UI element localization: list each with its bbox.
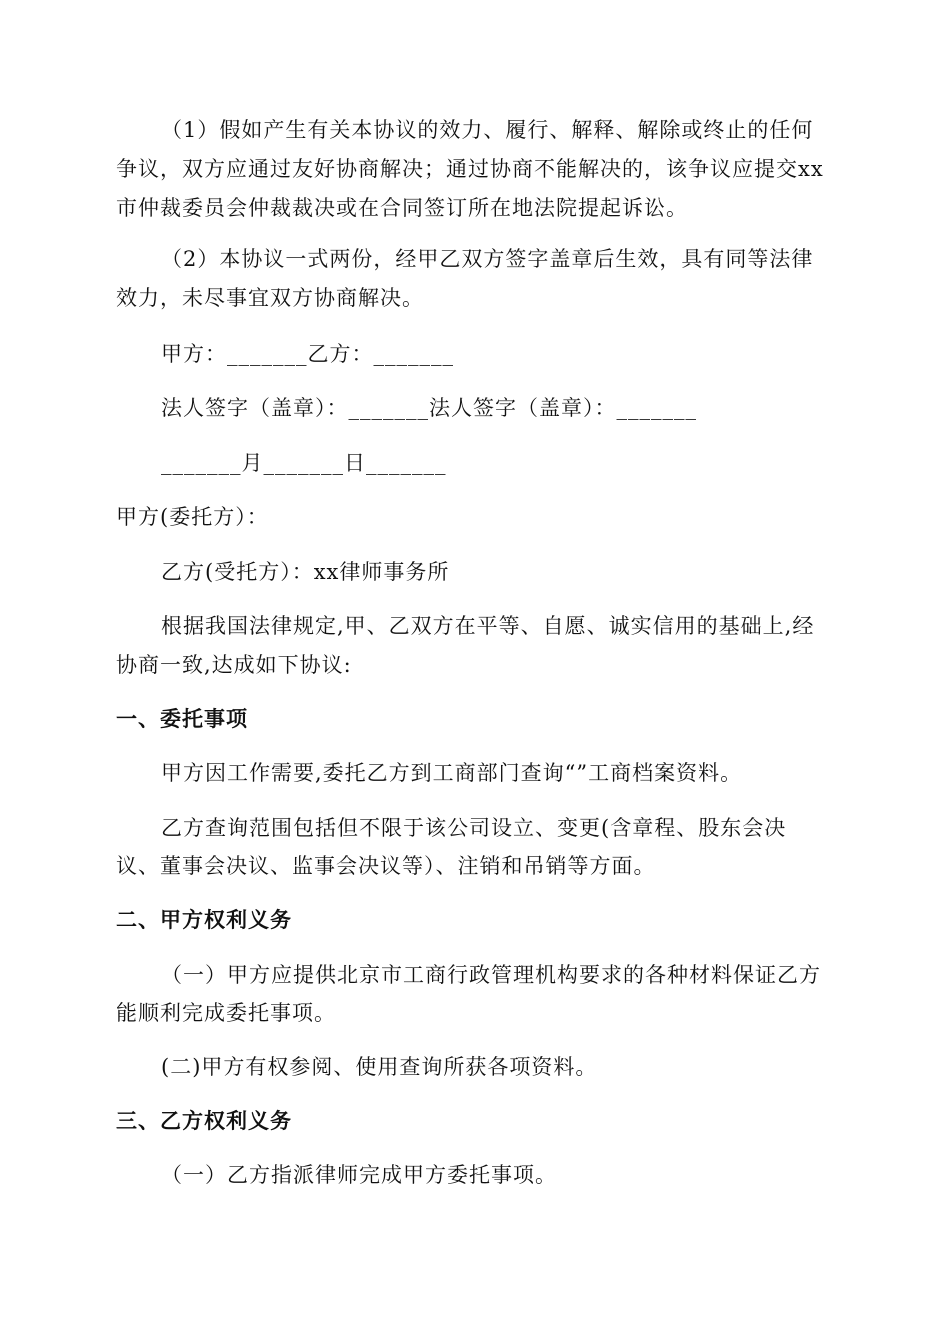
party-b-line: 乙方(受托方）：xx律师事务所 [161, 560, 450, 584]
paragraph-line: （一）甲方应提供北京市工商行政管理机构要求的各种材料保证乙方 [161, 963, 821, 987]
date-line: _______月_______日_______ [161, 451, 447, 475]
signature-line: 法人签字（盖章）：_______法人签字（盖章）：_______ [161, 396, 697, 420]
section-heading: 一、委托事项 [116, 706, 248, 731]
paragraph-line: 市仲裁委员会仲裁裁决或在合同签订所在地法院提起诉讼。 [116, 196, 688, 220]
signature-line: 甲方：_______乙方：_______ [161, 342, 454, 366]
paragraph-line: (二)甲方有权参阅、使用查询所获各项资料。 [161, 1055, 598, 1079]
paragraph-line: 效力，未尽事宜双方协商解决。 [116, 286, 424, 310]
paragraph-line: 根据我国法律规定,甲、乙双方在平等、自愿、诚实信用的基础上,经 [161, 614, 815, 638]
paragraph-line: （1）假如产生有关本协议的效力、履行、解释、解除或终止的任何 [161, 118, 814, 142]
paragraph-line: 能顺利完成委托事项。 [116, 1001, 336, 1025]
paragraph-line: 争议，双方应通过友好协商解决；通过协商不能解决的，该争议应提交xx [116, 157, 824, 181]
paragraph-line: （一）乙方指派律师完成甲方委托事项。 [161, 1163, 557, 1187]
paragraph-line: 乙方查询范围包括但不限于该公司设立、变更(含章程、股东会决 [161, 816, 787, 840]
party-a-line: 甲方(委托方）： [116, 505, 269, 529]
paragraph-line: （2）本协议一式两份，经甲乙双方签字盖章后生效，具有同等法律 [161, 247, 814, 271]
paragraph-line: 甲方因工作需要,委托乙方到工商部门查询“”工商档案资料。 [161, 761, 743, 785]
section-heading: 二、甲方权利义务 [116, 907, 292, 932]
paragraph-line: 协商一致,达成如下协议: [116, 653, 352, 677]
paragraph-line: 议、董事会决议、监事会决议等）、注销和吊销等方面。 [116, 854, 656, 878]
section-heading: 三、乙方权利义务 [116, 1108, 292, 1133]
